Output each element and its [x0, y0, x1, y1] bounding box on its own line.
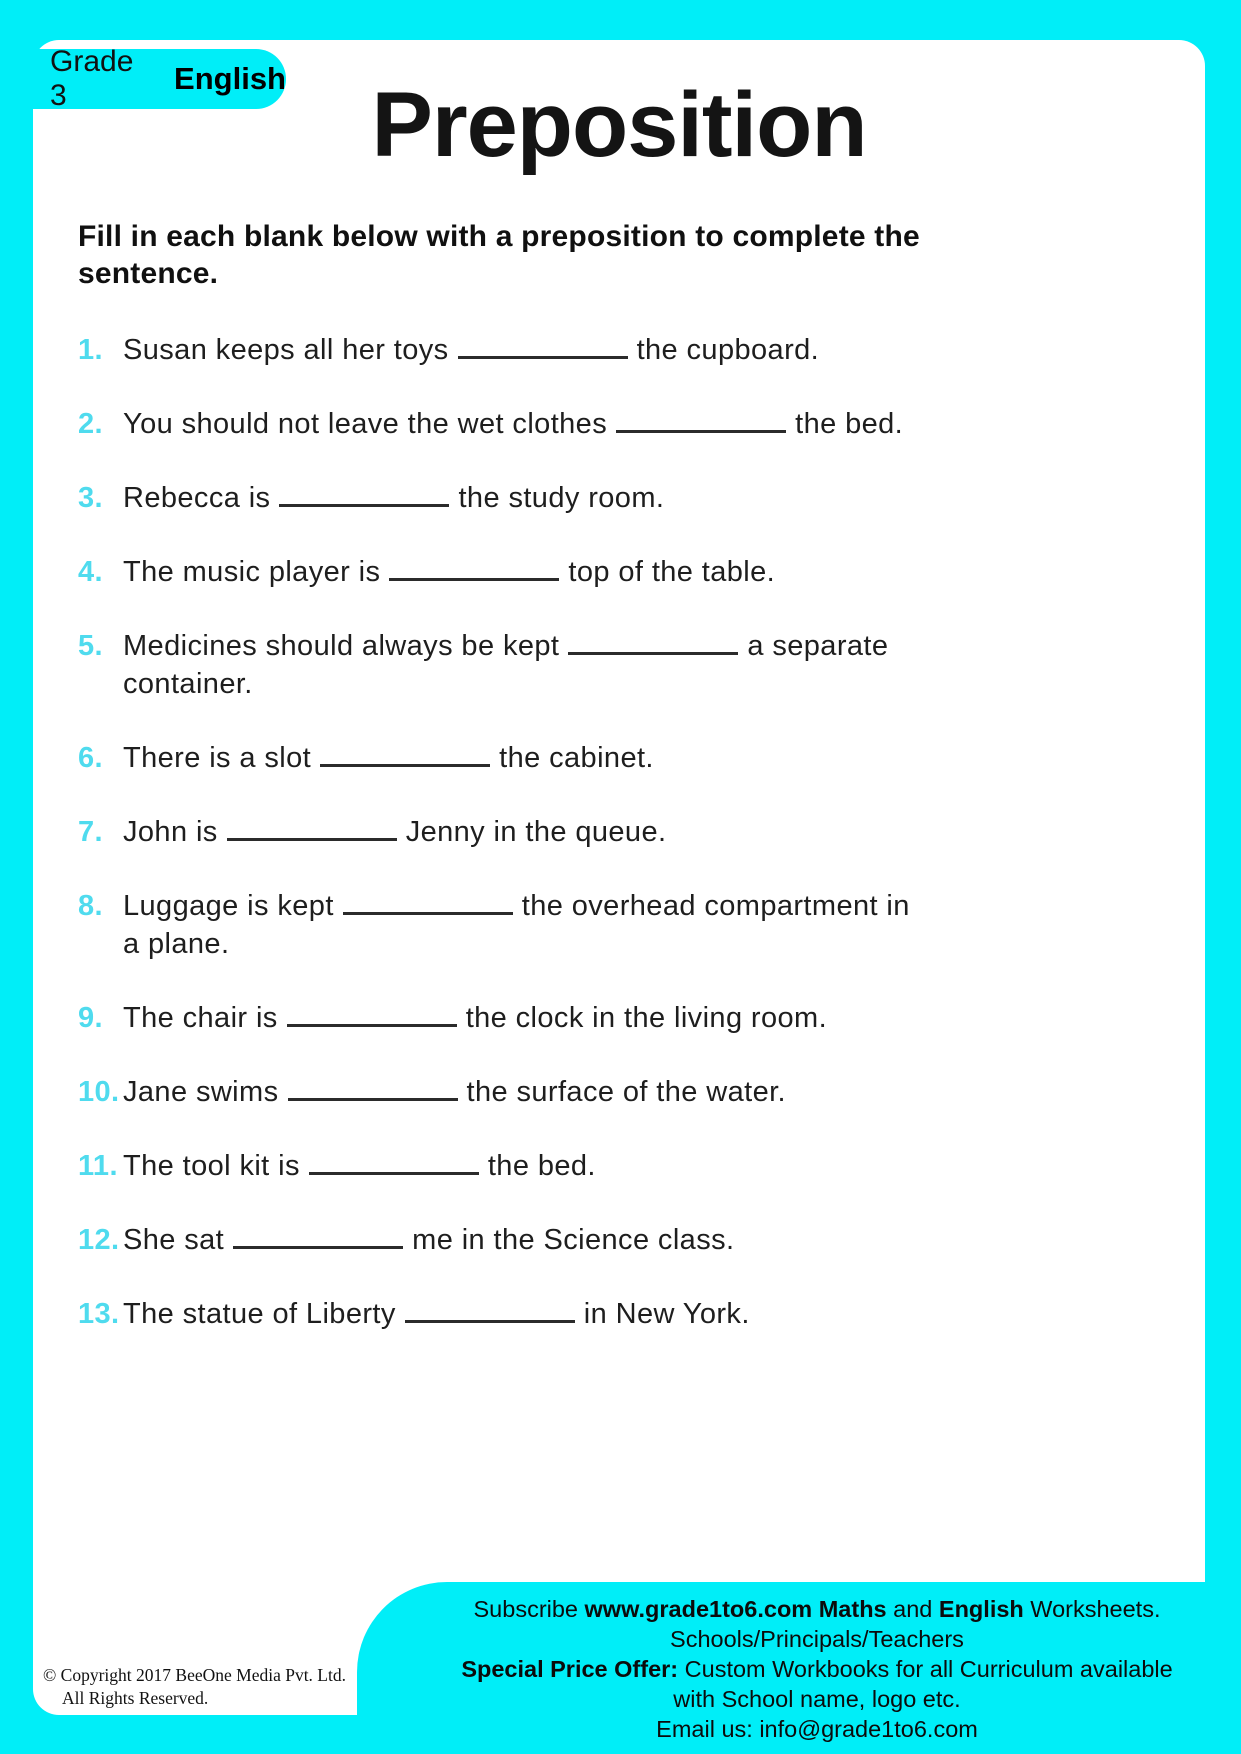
answer-blank — [309, 1150, 479, 1175]
offer-line2: with School name, logo etc. — [673, 1686, 961, 1712]
question-row — [78, 1073, 1133, 1111]
question-row — [78, 331, 1133, 369]
question-number: 5. — [78, 630, 103, 662]
question-number: 1. — [78, 334, 103, 366]
question-after-text-line2: container. — [123, 668, 253, 700]
question-row — [78, 999, 1133, 1037]
question-text — [123, 1073, 1133, 1111]
question-number: 7. — [78, 816, 103, 848]
answer-blank — [233, 1224, 403, 1249]
question-after-text: the cabinet. — [499, 742, 654, 774]
question-text — [123, 1295, 1133, 1333]
question-before-text: The chair is — [123, 1002, 278, 1034]
grade-label: Grade 3 — [50, 45, 134, 112]
answer-blank — [227, 816, 397, 841]
question-row — [78, 553, 1133, 591]
question-before-text: There is a slot — [123, 742, 312, 774]
question-row — [78, 405, 1133, 443]
question-after-text: the study room. — [458, 482, 665, 514]
question-text — [123, 887, 1133, 963]
question-text — [123, 627, 1133, 703]
question-after-text: the cupboard. — [636, 334, 820, 366]
question-text — [123, 405, 1133, 443]
question-after-text: the overhead compartment in — [521, 890, 910, 922]
website-url: www.grade1to6.com Maths — [584, 1596, 887, 1622]
answer-blank — [320, 742, 490, 767]
question-row — [78, 1295, 1133, 1333]
subscribe-footer — [357, 1582, 1241, 1754]
question-after-text: the surface of the water. — [466, 1076, 787, 1108]
answer-blank — [287, 1002, 457, 1027]
question-row — [78, 1147, 1133, 1185]
question-text — [123, 553, 1133, 591]
question-before-text: The music player is — [123, 556, 381, 588]
question-number: 9. — [78, 1002, 103, 1034]
grade-subject-badge — [33, 45, 286, 112]
question-before-text: She sat — [123, 1224, 225, 1256]
question-number: 12. — [78, 1224, 120, 1256]
answer-blank — [616, 408, 786, 433]
subject-label: English — [174, 61, 286, 96]
question-number: 8. — [78, 890, 103, 922]
answer-blank — [389, 556, 559, 581]
question-before-text: John is — [123, 816, 218, 848]
question-text — [123, 739, 1133, 777]
question-number: 10. — [78, 1076, 120, 1108]
question-list — [78, 331, 1133, 1369]
copyright-line2: All Rights Reserved. — [62, 1688, 209, 1708]
question-before-text: You should not leave the wet clothes — [123, 408, 608, 440]
question-text — [123, 999, 1133, 1037]
answer-blank — [568, 630, 738, 655]
question-number: 13. — [78, 1298, 120, 1330]
question-after-text: top of the table. — [568, 556, 776, 588]
answer-blank — [288, 1076, 458, 1101]
question-row — [78, 627, 1133, 703]
answer-blank — [458, 334, 628, 359]
question-text — [123, 331, 1133, 369]
answer-blank — [279, 482, 449, 507]
worksheet-sheet — [33, 40, 1205, 1715]
question-after-text: me in the Science class. — [412, 1224, 735, 1256]
question-after-text: a separate — [747, 630, 889, 662]
question-before-text: Luggage is kept — [123, 890, 334, 922]
audience-line: Schools/Principals/Teachers — [670, 1626, 964, 1652]
question-before-text: The statue of Liberty — [123, 1298, 396, 1330]
subscribe-line: Subscribe www.grade1to6.com Maths and English Worksheets. — [473, 1596, 1161, 1622]
question-after-text: the bed. — [795, 408, 904, 440]
question-before-text: Medicines should always be kept — [123, 630, 560, 662]
question-after-text: Jenny in the queue. — [405, 816, 667, 848]
page-title: Preposition — [371, 74, 867, 176]
question-row — [78, 887, 1133, 963]
question-number: 3. — [78, 482, 103, 514]
email-line: Email us: info@grade1to6.com — [656, 1716, 978, 1742]
question-row — [78, 479, 1133, 517]
question-row — [78, 739, 1133, 777]
instructions-text: Fill in each blank below with a preposition to complete the sentence. — [78, 220, 920, 290]
question-row — [78, 1221, 1133, 1259]
question-before-text: Rebecca is — [123, 482, 271, 514]
question-before-text: The tool kit is — [123, 1150, 300, 1182]
question-after-text: the bed. — [487, 1150, 596, 1182]
question-row — [78, 813, 1133, 851]
question-number: 6. — [78, 742, 103, 774]
copyright-line1: © Copyright 2017 BeeOne Media Pvt. Ltd. — [43, 1665, 346, 1685]
question-before-text: Susan keeps all her toys — [123, 334, 449, 366]
question-text — [123, 1147, 1133, 1185]
answer-blank — [405, 1298, 575, 1323]
question-text — [123, 1221, 1133, 1259]
question-after-text-line2: a plane. — [123, 928, 230, 960]
question-number: 2. — [78, 408, 103, 440]
copyright-notice — [43, 1664, 346, 1710]
answer-blank — [343, 890, 513, 915]
question-text — [123, 479, 1133, 517]
question-after-text: in New York. — [583, 1298, 750, 1330]
question-after-text: the clock in the living room. — [465, 1002, 828, 1034]
question-before-text: Jane swims — [123, 1076, 279, 1108]
question-text — [123, 813, 1133, 851]
question-number: 11. — [78, 1150, 118, 1182]
question-number: 4. — [78, 556, 103, 588]
offer-line: Special Price Offer: Custom Workbooks for all Curriculum available — [461, 1656, 1173, 1682]
